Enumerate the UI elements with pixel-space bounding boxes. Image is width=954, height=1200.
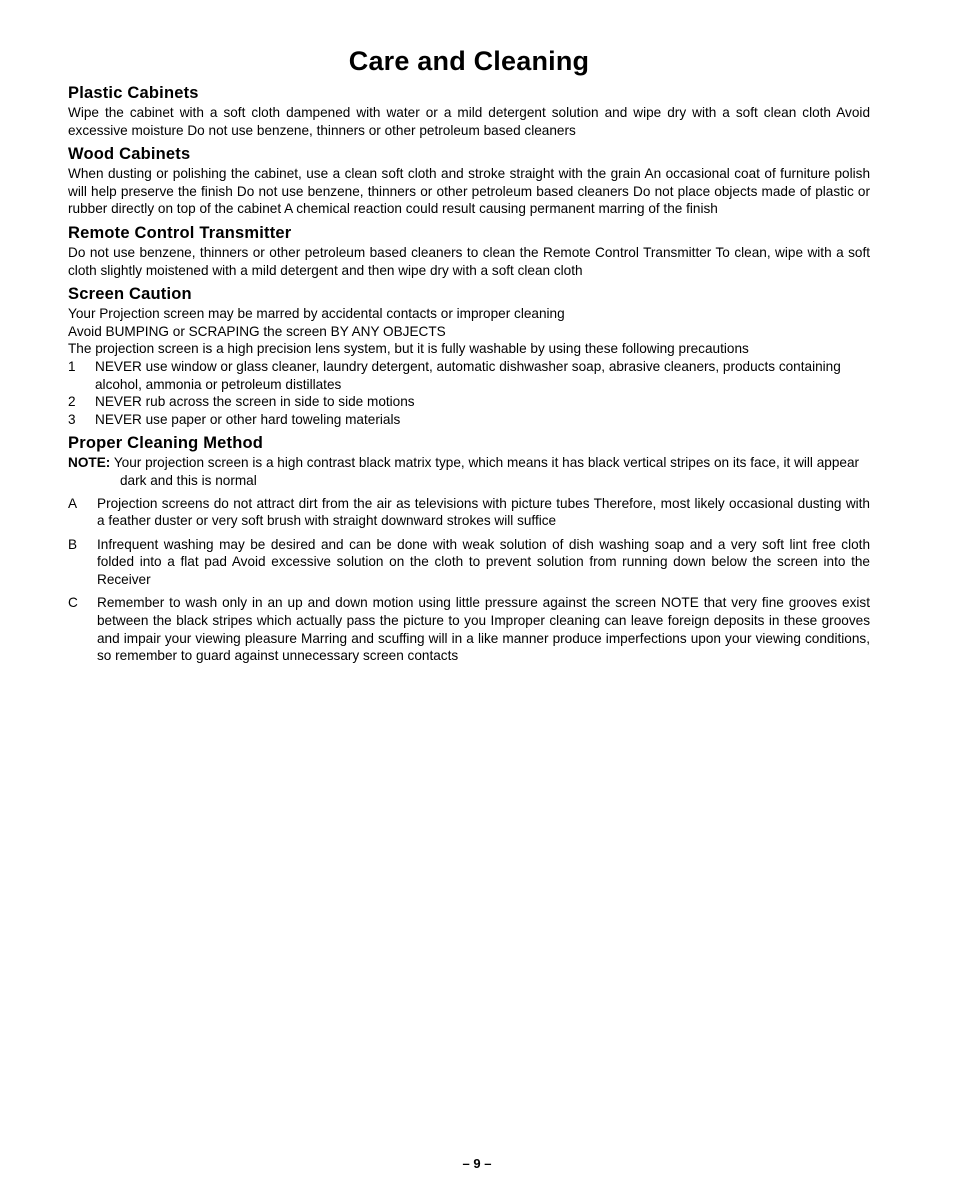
- section-heading-proper-cleaning-method: Proper Cleaning Method: [68, 434, 264, 453]
- section-wood-cabinets: [68, 144, 870, 218]
- list-item-text: NEVER use paper or other hard toweling materials: [95, 411, 401, 427]
- list-item-marker: 1: [68, 358, 76, 374]
- document-page: [68, 46, 870, 671]
- section-heading-plastic-cabinets: Plastic Cabinets: [68, 84, 199, 102]
- list-item-text: Remember to wash only in an up and down motion using little pressure against the screen NOTE that very fine grooves exist between the black stripes which actually pass the picture to you Improper cleaning can leave foreign deposits in these grooves and impair your viewing pleasure Marring and scuffing will in a like manner produce imperfections upon your viewing conditions, so remember to guard against unnecessary screen contacts: [97, 595, 870, 664]
- list-item-marker: 3: [68, 411, 76, 427]
- paragraph-screen-caution-1: Your Projection screen may be marred by accidental contacts or improper cleaning: [68, 306, 565, 322]
- list-item: [68, 594, 870, 664]
- list-item-text: NEVER use window or glass cleaner, laundry detergent, automatic dishwasher soap, abrasive cleaners, products containing alcohol, ammonia or petroleum distillates: [95, 358, 841, 392]
- list-item: [68, 393, 870, 411]
- section-remote-control: [68, 223, 870, 279]
- list-item-marker: B: [68, 536, 78, 552]
- paragraph-screen-caution-3: The projection screen is a high precision lens system, but it is fully washable by using these following precautions: [68, 341, 749, 357]
- list-item-marker: 2: [68, 394, 76, 410]
- paragraph-plastic-cabinets: Wipe the cabinet with a soft cloth dampened with water or a mild detergent solution and wipe dry with a soft clean cloth Avoid excessive moisture Do not use benzene, thinners or other petroleum based cleaners: [68, 105, 870, 138]
- list-item-text: Infrequent washing may be desired and can be done with weak solution of dish washing soap and a very soft lint free cloth folded into a flat pad Avoid excessive solution on the cloth to prevent solution from running down below the screen into the Receiver: [97, 536, 870, 587]
- note-text: Your projection screen is a high contrast black matrix type, which means it has black vertical stripes on its face, it will appear dark and this is normal: [113, 455, 860, 488]
- cleaning-method-list: [68, 495, 870, 665]
- screen-caution-list: [68, 358, 870, 428]
- paragraph-remote-control: Do not use benzene, thinners or other petroleum based cleaners to clean the Remote Control Transmitter To clean, wipe with a soft cloth slightly moistened with a mild detergent and then wipe dry with a soft clean cloth: [68, 244, 870, 278]
- section-proper-cleaning-method: [68, 433, 870, 665]
- list-item-text: Projection screens do not attract dirt from the air as televisions with picture tubes Therefore, most likely occasional dusting with a feather duster or very soft brush with straight downward strokes will suffice: [97, 495, 870, 529]
- list-item-marker: A: [68, 495, 78, 511]
- list-item: [68, 536, 870, 589]
- section-heading-remote-control: Remote Control Transmitter: [68, 223, 292, 242]
- section-heading-wood-cabinets: Wood Cabinets: [68, 145, 191, 164]
- paragraph-wood-cabinets: When dusting or polishing the cabinet, use a clean soft cloth and stroke straight with the grain An occasional coat of furniture polish will help preserve the finish Do not use benzene, thinners or other petroleum based cleaners Do not place objects made of plastic or rubber directly on top of the cabinet A chemical reaction could result causing permanent marring of the finish: [68, 166, 870, 217]
- note-paragraph: [68, 454, 870, 489]
- page-title: Care and Cleaning: [348, 46, 590, 76]
- list-item-text: NEVER rub across the screen in side to side motions: [95, 394, 415, 410]
- paragraph-screen-caution-2: Avoid BUMPING or SCRAPING the screen BY ANY OBJECTS: [68, 323, 446, 339]
- section-screen-caution: [68, 284, 870, 428]
- list-item: [68, 495, 870, 530]
- list-item: [68, 411, 870, 429]
- section-plastic-cabinets: [68, 83, 870, 139]
- page-number: – 9 –: [462, 1156, 492, 1171]
- list-item: [68, 358, 870, 393]
- list-item-marker: C: [68, 595, 78, 611]
- note-label: NOTE:: [68, 455, 111, 471]
- section-heading-screen-caution: Screen Caution: [68, 285, 192, 304]
